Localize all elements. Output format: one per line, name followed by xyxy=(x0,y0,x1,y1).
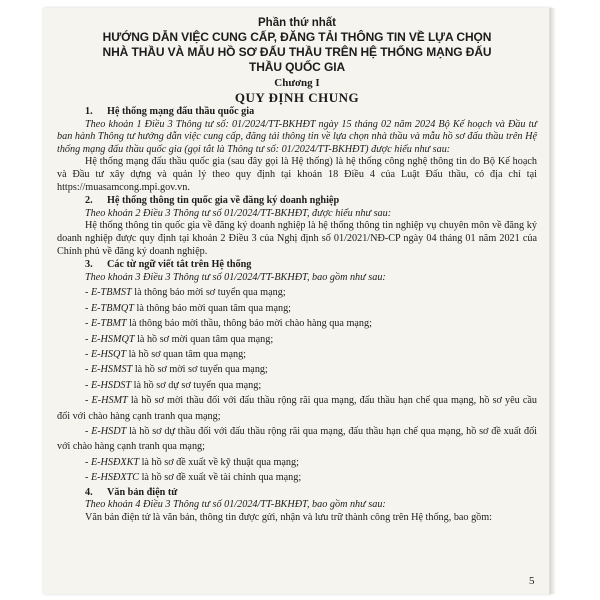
abbreviation-term: - E-HSMT xyxy=(85,395,128,407)
section-number: 3. xyxy=(85,259,93,271)
abbreviation-term: - E-HSQT xyxy=(85,348,127,360)
abbreviation-desc: là hồ sơ mời sơ tuyển qua mạng; xyxy=(132,364,268,376)
section-intro: Theo khoản 3 Điều 3 Thông tư số 01/2024/TT-BKHĐT, bao gồm như sau: xyxy=(85,271,386,283)
abbreviation-desc: là hồ sơ mời quan tâm qua mạng; xyxy=(134,333,274,345)
abbreviation-item xyxy=(57,424,537,455)
abbreviation-desc: là hồ sơ mời thầu đối với đấu thầu rộng rãi qua mạng, đấu thầu hạn chế qua mạng, hồ sơ yêu cầu đối với chào hàng cạnh tranh qua mạng; xyxy=(57,395,537,422)
abbreviation-desc: là hồ sơ dự sơ tuyển qua mạng; xyxy=(131,379,262,391)
abbreviation-item xyxy=(57,455,537,470)
section-intro: Theo khoản 1 Điều 3 Thông tư số: 01/2024/TT-BKHĐT ngày 15 tháng 02 năm 2024 Bộ Kế hoạch và Đầu tư ban hành Thông tư hướng dẫn việc cung cấp, đăng tải thông tin về lựa chọn nhà thầu và mẫu hồ sơ đấu thầu trên Hệ thống mạng đấu thầu quốc gia (gọi tắt là Thông tư số: 01/2024/TT-BKHĐT) được hiểu như sau: xyxy=(57,118,537,155)
abbreviation-term: - E-HSMQT xyxy=(85,333,135,345)
section-heading xyxy=(57,487,537,500)
page-edge-shadow xyxy=(550,8,556,594)
abbreviation-item xyxy=(57,378,537,393)
abbreviation-item xyxy=(57,347,537,362)
title-line: THẦU QUỐC GIA xyxy=(248,60,346,74)
abbreviation-desc: là hồ sơ quan tâm qua mạng; xyxy=(126,348,247,360)
abbreviation-term: - E-TBMT xyxy=(85,318,127,330)
abbreviation-term: - E-HSDT xyxy=(85,425,127,437)
abbreviation-item xyxy=(57,393,537,424)
section-title: Hệ thống mạng đấu thầu quốc gia xyxy=(107,106,255,117)
abbreviation-item xyxy=(57,285,537,300)
section-heading xyxy=(57,259,537,272)
section-title: Các từ ngữ viết tắt trên Hệ thống xyxy=(107,259,252,271)
section-body: Hệ thống mạng đấu thầu quốc gia (sau đây gọi là Hệ thống) là hệ thống công nghệ thông tin do Bộ Kế hoạch và Đầu tư xây dựng và quản lý theo quy định tại khoản 18 Điều 4 của Luật Đấu thầu, có địa chỉ tại https://muasamcong.mpi.gov.vn. xyxy=(57,156,537,193)
abbreviation-desc: là thông báo mời sơ tuyển qua mạng; xyxy=(131,287,286,299)
section-body: Văn bản điện tử là văn bản, thông tin được gửi, nhận và lưu trữ thành công trên Hệ thống, bao gồm: xyxy=(85,511,493,523)
page-number: 5 xyxy=(529,575,535,587)
section-intro: Theo khoản 4 Điều 3 Thông tư số 01/2024/TT-BKHĐT, bao gồm như sau: xyxy=(85,499,386,511)
section-body: Hệ thống thông tin quốc gia về đăng ký doanh nghiệp là hệ thống thông tin nghiệp vụ chuyên môn về đăng ký doanh nghiệp được quy định tại khoản 2 Điều 3 của Nghị định số 01/2021/NĐ-CP ngày 04 tháng 01 năm 2021 của Chính phủ về đăng ký doanh nghiệp. xyxy=(57,220,537,257)
title-line: HƯỚNG DẪN VIỆC CUNG CẤP, ĐĂNG TẢI THÔNG TIN VỀ LỰA CHỌN xyxy=(102,30,492,44)
section-title: Hệ thống thông tin quốc gia về đăng ký doanh nghiệp xyxy=(107,195,340,207)
abbreviation-term: - E-HSĐXTC xyxy=(85,472,140,484)
abbreviation-term: - E-TBMQT xyxy=(85,302,134,314)
abbreviation-desc: là thông báo mời quan tâm qua mạng; xyxy=(133,302,291,314)
chapter-label: Chương I xyxy=(274,77,320,89)
book-page xyxy=(42,8,550,594)
abbreviation-desc: là hồ sơ dự thầu đối với đấu thầu rộng rãi qua mạng, đấu thầu hạn chế qua mạng, hồ sơ đề xuất đối với chào hàng cạnh tranh qua mạng; xyxy=(57,425,537,453)
section-intro: Theo khoản 2 Điều 3 Thông tư số 01/2024/TT-BKHĐT, được hiểu như sau: xyxy=(85,207,392,219)
abbreviation-item xyxy=(57,470,537,485)
section-heading xyxy=(57,106,537,119)
abbreviation-desc: là hồ sơ đề xuất về kỹ thuật qua mạng; xyxy=(139,456,299,468)
section-number: 1. xyxy=(85,106,93,117)
chapter-title: QUY ĐỊNH CHUNG xyxy=(234,90,360,105)
abbreviation-term: - E-HSĐXKT xyxy=(85,456,140,468)
abbreviation-term: - E-HSMST xyxy=(85,364,133,376)
section-number: 2. xyxy=(85,195,93,207)
section-title: Văn bản điện tử xyxy=(107,486,178,498)
abbreviation-term: - E-HSDST xyxy=(85,379,132,391)
section-heading xyxy=(57,195,537,208)
abbreviation-term: - E-TBMST xyxy=(85,287,132,299)
abbreviation-desc: là thông báo mời thầu, thông báo mời chào hàng qua mạng; xyxy=(126,318,372,330)
abbreviation-item xyxy=(57,362,537,377)
abbreviation-item xyxy=(57,301,537,316)
abbreviation-item xyxy=(57,332,537,347)
title-line: NHÀ THẦU VÀ MẪU HỒ SƠ ĐẤU THẦU TRÊN HỆ THỐNG MẠNG ĐẤU xyxy=(102,45,492,59)
part-label: Phần thứ nhất xyxy=(258,17,336,29)
abbreviation-desc: là hồ sơ đề xuất về tài chính qua mạng; xyxy=(139,472,302,484)
section-number: 4. xyxy=(85,486,93,498)
abbreviation-item xyxy=(57,316,537,331)
header xyxy=(57,16,537,75)
abbreviation-list xyxy=(57,285,537,485)
page-content xyxy=(57,16,537,524)
